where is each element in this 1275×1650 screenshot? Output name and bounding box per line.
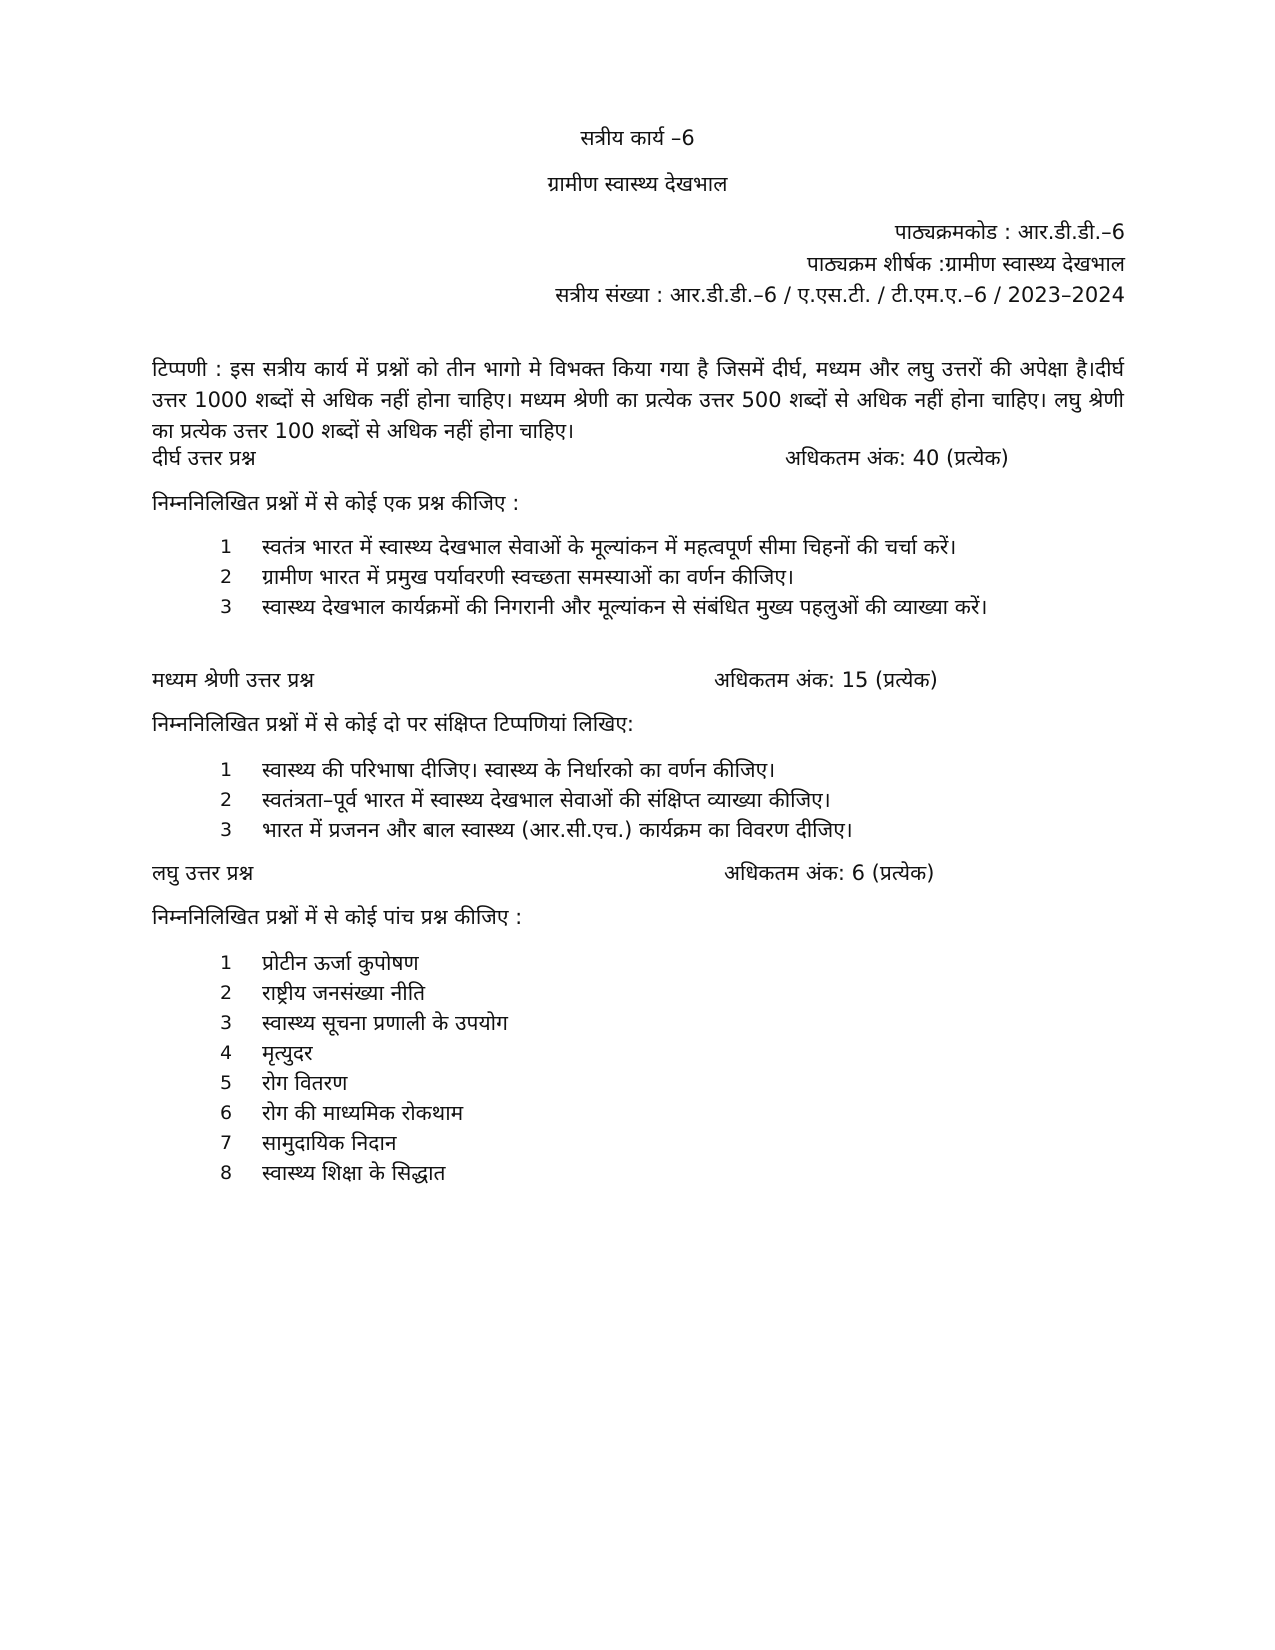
question-text: ग्रामीण भारत में प्रमुख पर्यावरणी स्वच्छता समस्याओं का वर्णन कीजिए। xyxy=(262,565,794,589)
question-text: स्वास्थ्य की परिभाषा दीजिए। स्वास्थ्य के निर्धारको का वर्णन कीजिए। xyxy=(262,758,776,782)
question-text: स्वास्थ्य शिक्षा के सिद्धात xyxy=(262,1161,446,1185)
question-text: रोग की माध्यमिक रोकथाम xyxy=(262,1101,464,1125)
list-item xyxy=(220,1128,1120,1158)
list-item xyxy=(220,1068,1120,1098)
list-item xyxy=(220,815,1120,845)
list-item xyxy=(220,1098,1120,1128)
course-code: पाठ्यक्रमकोड : आर.डी.डी.–6 xyxy=(894,220,1125,244)
section-long-marks: अधिकतम अंक: 40 (प्रत्येक) xyxy=(785,446,1009,470)
assignment-title: सत्रीय कार्य –6 xyxy=(580,126,695,150)
section-short-instruction: निम्ननिलिखित प्रश्नों में से कोई पांच प्रश्न कीजिए : xyxy=(152,905,523,929)
list-item xyxy=(220,948,1120,978)
question-number: 3 xyxy=(220,819,233,841)
question-text: स्वतंत्रता–पूर्व भारत में स्वास्थ्य देखभाल सेवाओं की संक्षिप्त व्याख्या कीजिए। xyxy=(262,788,831,812)
question-text: स्वास्थ्य देखभाल कार्यक्रमों की निगरानी और मूल्यांकन से संबंधित मुख्य पहलुओं की व्याख्या करें। xyxy=(262,595,988,619)
question-text: रोग वितरण xyxy=(262,1071,348,1095)
question-number: 2 xyxy=(220,566,233,588)
section-short-marks: अधिकतम अंक: 6 (प्रत्येक) xyxy=(724,861,935,885)
list-item xyxy=(220,562,1120,592)
section-medium-instruction: निम्ननिलिखित प्रश्नों में से कोई दो पर संक्षिप्त टिप्पणियां लिखिए: xyxy=(152,712,635,736)
section-short-heading: लघु उत्तर प्रश्न xyxy=(152,861,254,885)
question-number: 5 xyxy=(220,1072,233,1094)
list-item xyxy=(220,1008,1120,1038)
section-long-instruction: निम्ननिलिखित प्रश्नों में से कोई एक प्रश्न कीजिए : xyxy=(152,491,520,515)
instructions-note: टिप्पणी : इस सत्रीय कार्य में प्रश्नों को तीन भागो मे विभक्त किया गया है जिसमें दीर्घ, मध्यम और लघु उत्तरों की अपेक्षा है।दीर्घ उत्तर 1000 शब्दों से अधिक नहीं होना चाहिए। मध्यम श्रेणी का प्रत्येक उत्तर 500 शब्दों से अधिक नहीं होना चाहिए। लघु श्रेणी का प्रत्येक उत्तर 100 शब्दों से अधिक नहीं होना चाहिए। xyxy=(152,357,1124,443)
question-number: 1 xyxy=(220,759,233,781)
question-text: प्रोटीन ऊर्जा कुपोषण xyxy=(262,951,419,975)
list-item xyxy=(220,1158,1120,1188)
question-text: सामुदायिक निदान xyxy=(262,1131,397,1155)
question-text: मृत्युदर xyxy=(262,1041,313,1065)
question-number: 3 xyxy=(220,1012,233,1034)
list-item xyxy=(220,532,1120,562)
section-medium-heading: मध्यम श्रेणी उत्तर प्रश्न xyxy=(152,668,315,692)
question-number: 8 xyxy=(220,1162,233,1184)
question-number: 2 xyxy=(220,789,233,811)
question-number: 6 xyxy=(220,1102,233,1124)
list-item xyxy=(220,1038,1120,1068)
assignment-number: सत्रीय संख्या : आर.डी.डी.–6 / ए.एस.टी. / टी.एम.ए.–6 / 2023–2024 xyxy=(555,283,1125,307)
list-item xyxy=(220,755,1120,785)
question-text: भारत में प्रजनन और बाल स्वास्थ्य (आर.सी.एच.) कार्यक्रम का विवरण दीजिए। xyxy=(262,818,853,842)
question-number: 1 xyxy=(220,536,233,558)
list-item xyxy=(220,785,1120,815)
question-number: 1 xyxy=(220,952,233,974)
question-text: राष्ट्रीय जनसंख्या नीति xyxy=(262,981,426,1005)
section-short-questions xyxy=(220,948,1120,1188)
section-long-questions xyxy=(220,532,1120,622)
course-title: पाठ्यक्रम शीर्षक :ग्रामीण स्वास्थ्य देखभाल xyxy=(806,252,1125,276)
question-number: 3 xyxy=(220,596,233,618)
section-long-heading: दीर्घ उत्तर प्रश्न xyxy=(152,446,256,470)
question-number: 4 xyxy=(220,1042,233,1064)
course-name-title: ग्रामीण स्वास्थ्य देखभाल xyxy=(547,172,728,196)
section-medium-marks: अधिकतम अंक: 15 (प्रत्येक) xyxy=(714,668,938,692)
question-text: स्वास्थ्य सूचना प्रणाली के उपयोग xyxy=(262,1011,508,1035)
list-item xyxy=(220,592,1067,622)
question-number: 7 xyxy=(220,1132,233,1154)
question-text: स्वतंत्र भारत में स्वास्थ्य देखभाल सेवाओं के मूल्यांकन में महत्वपूर्ण सीमा चिहनों की चर्चा करें। xyxy=(262,535,957,559)
question-number: 2 xyxy=(220,982,233,1004)
list-item xyxy=(220,978,1120,1008)
section-medium-questions xyxy=(220,755,1120,845)
